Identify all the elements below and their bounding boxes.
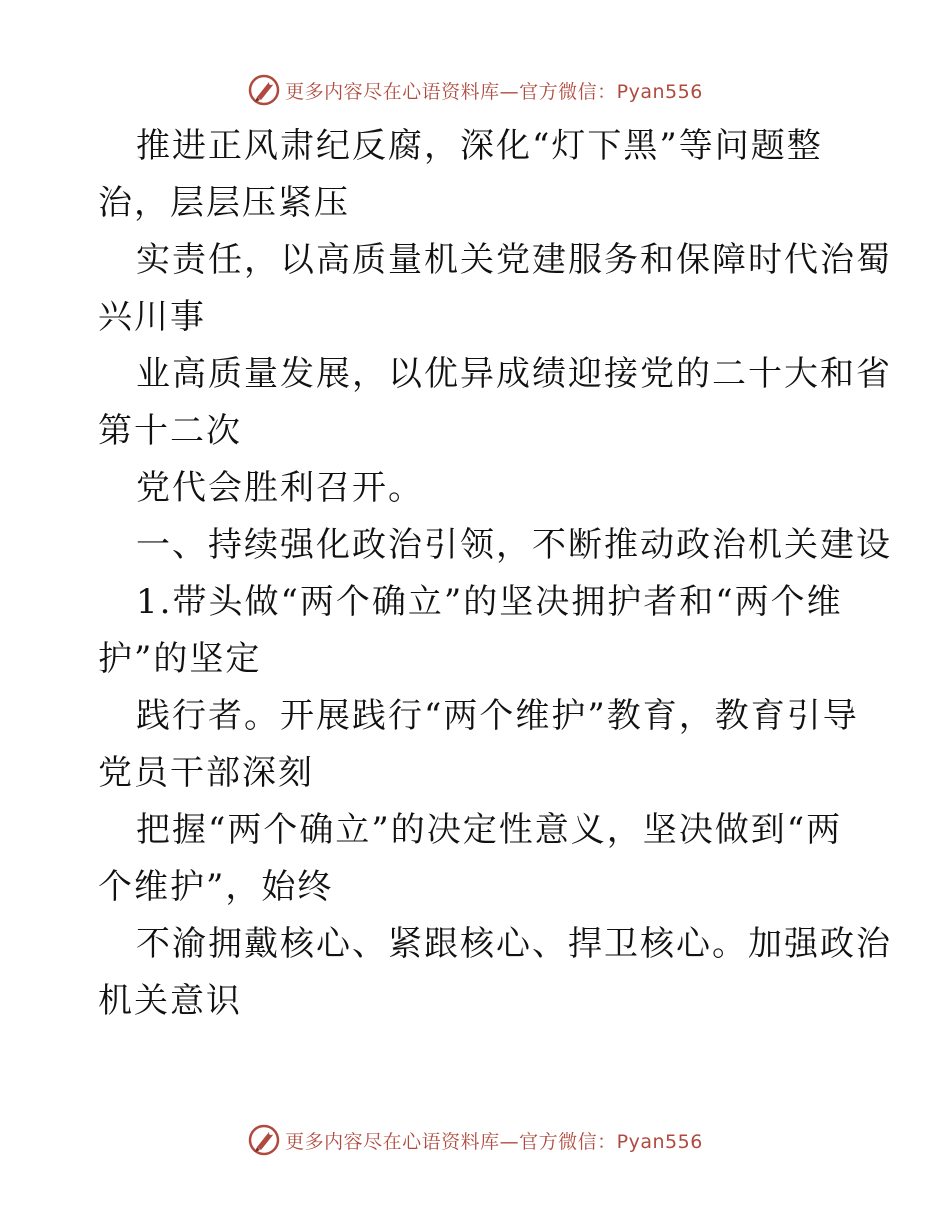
footer-watermark-banner <box>0 1120 950 1160</box>
document-line: 第十二次 <box>98 411 242 451</box>
document-line: 个维护”，始终 <box>98 867 334 907</box>
document-line: 一、持续强化政治引领，不断推动政治机关建设 <box>136 525 892 565</box>
document-line: 推进正风肃纪反腐，深化“灯下黑”等问题整 <box>136 126 823 166</box>
document-line: 践行者。开展践行“两个维护”教育，教育引导 <box>136 696 859 736</box>
footer-watermark-text: 更多内容尽在心语资料库—官方微信：Pyan556 <box>285 1130 703 1153</box>
document-line: 兴川事 <box>98 297 206 337</box>
pen-logo-icon <box>247 1123 281 1157</box>
pen-logo-icon <box>247 73 281 107</box>
document-line: 业高质量发展，以优异成绩迎接党的二十大和省 <box>136 354 892 394</box>
document-line: 实责任，以高质量机关党建服务和保障时代治蜀 <box>136 240 892 280</box>
document-line: 治，层层压紧压 <box>98 183 350 223</box>
document-line: 机关意识 <box>98 981 242 1021</box>
document-line: 党代会胜利召开。 <box>136 468 424 508</box>
document-line: 护”的坚定 <box>98 639 262 679</box>
document-line: 1.带头做“两个确立”的坚决拥护者和“两个维 <box>136 582 843 622</box>
document-line: 不渝拥戴核心、紧跟核心、捍卫核心。加强政治 <box>136 924 892 964</box>
document-body <box>98 118 892 1030</box>
document-line: 党员干部深刻 <box>98 753 314 793</box>
header-watermark-banner <box>0 70 950 110</box>
header-watermark-text: 更多内容尽在心语资料库—官方微信：Pyan556 <box>285 80 703 103</box>
document-line: 把握“两个确立”的决定性意义，坚决做到“两 <box>136 810 843 850</box>
